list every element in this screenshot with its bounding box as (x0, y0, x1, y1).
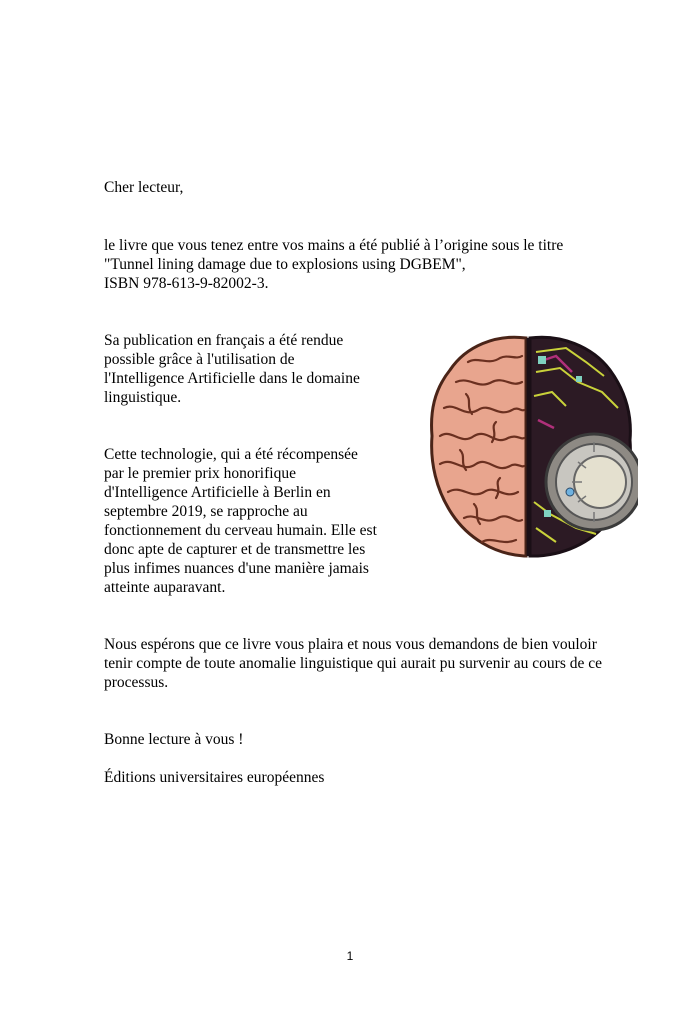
publication-line: possible grâce à l'utilisation de (104, 351, 295, 368)
technology-paragraph (104, 445, 377, 597)
technology-line: d'Intelligence Artificielle à Berlin en (104, 484, 331, 501)
brain-cyborg-illustration-icon (426, 332, 638, 562)
technology-line: atteinte auparavant. (104, 579, 226, 596)
hope-paragraph (104, 635, 602, 692)
publication-line: linguistique. (104, 389, 182, 406)
technology-line: Cette technologie, qui a été récompensée (104, 446, 358, 463)
publication-line: Sa publication en français a été rendue (104, 332, 344, 349)
publication-paragraph (104, 331, 360, 407)
hope-line: tenir compte de toute anomalie linguistique qui aurait pu survenir au cours de ce (104, 655, 602, 672)
intro-paragraph (104, 236, 563, 293)
hope-line: processus. (104, 674, 169, 691)
technology-line: fonctionnement du cerveau humain. Elle est (104, 522, 377, 539)
publisher-signature: Éditions universitaires européennes (104, 769, 325, 786)
publication-line: l'Intelligence Artificielle dans le domaine (104, 370, 360, 387)
greeting: Cher lecteur, (104, 179, 184, 196)
intro-line: ISBN 978-613-9-82002-3. (104, 275, 269, 292)
hope-line: Nous espérons que ce livre vous plaira et nous vous demandons de bien vouloir (104, 636, 597, 653)
technology-line: septembre 2019, se rapproche au (104, 503, 308, 520)
technology-line: par le premier prix honorifique (104, 465, 296, 482)
closing-line: Bonne lecture à vous ! (104, 731, 244, 748)
technology-line: plus infimes nuances d'une manière jamais (104, 560, 369, 577)
intro-line: "Tunnel lining damage due to explosions using DGBEM", (104, 256, 466, 273)
page-number: 1 (346, 949, 354, 963)
technology-line: donc apte de capturer et de transmettre les (104, 541, 366, 558)
intro-line: le livre que vous tenez entre vos mains a été publié à l’origine sous le titre (104, 237, 564, 254)
